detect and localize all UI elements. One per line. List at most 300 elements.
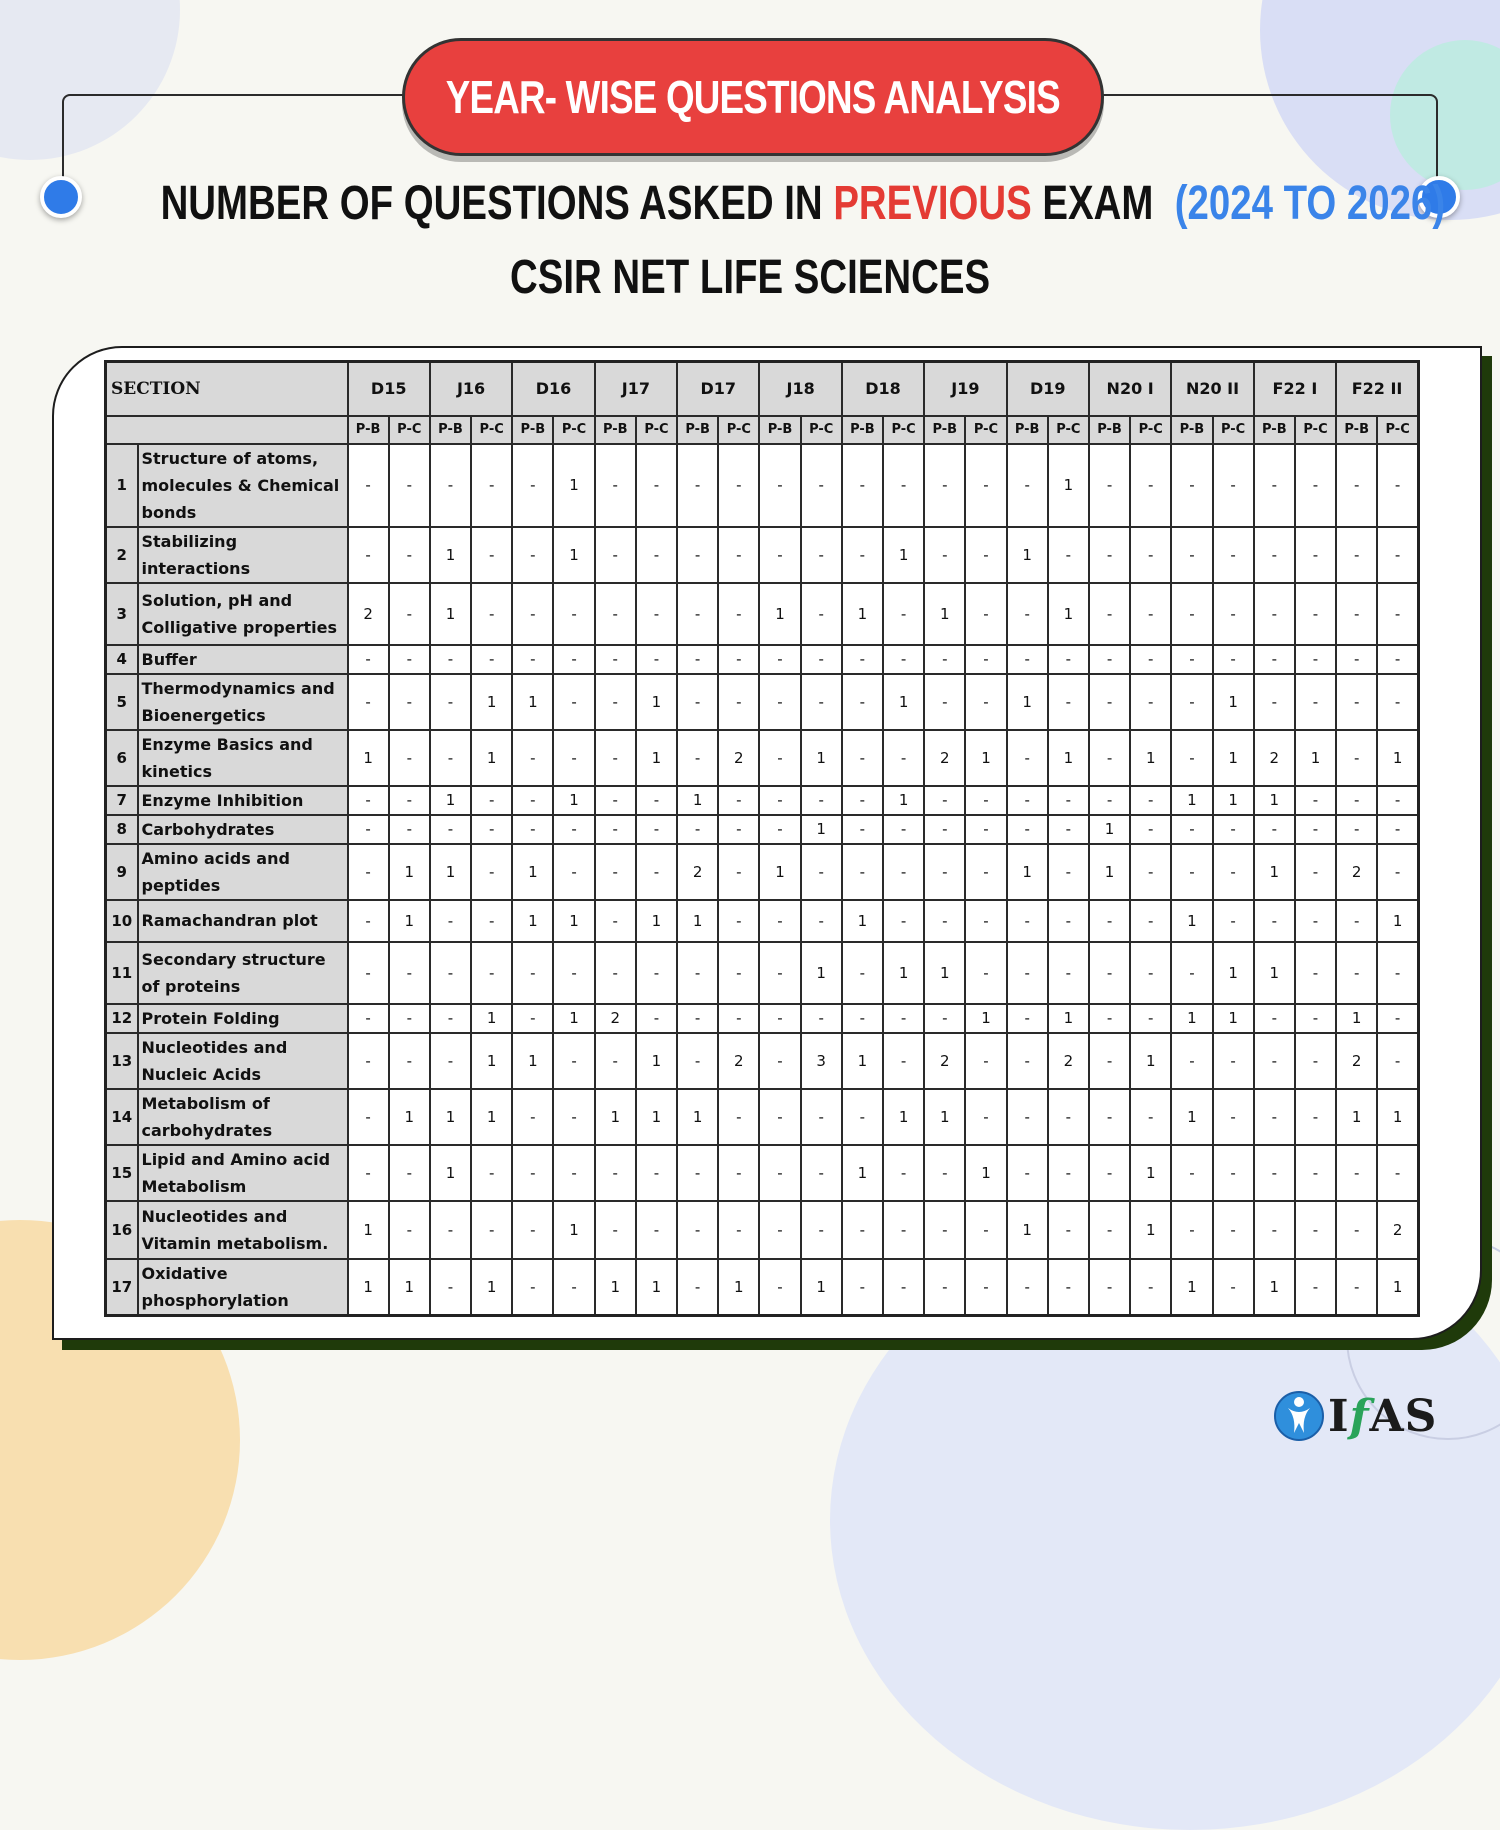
question-count-cell: - xyxy=(883,1004,924,1033)
question-count-cell: 1 xyxy=(1213,730,1254,786)
question-count-cell: - xyxy=(471,844,512,900)
question-count-cell: - xyxy=(430,645,471,674)
connector-line-left xyxy=(62,94,414,186)
question-count-cell: - xyxy=(1089,1033,1130,1089)
table-row xyxy=(106,1089,1419,1145)
section-name: Stabilizing interactions xyxy=(138,527,348,583)
question-count-cell: - xyxy=(677,645,718,674)
question-count-cell: - xyxy=(348,1089,389,1145)
question-count-cell: - xyxy=(1295,583,1336,645)
question-count-cell: - xyxy=(842,1089,883,1145)
question-count-cell: - xyxy=(718,674,759,730)
question-count-cell: 1 xyxy=(1213,1004,1254,1033)
question-count-cell: - xyxy=(1295,786,1336,815)
table-row xyxy=(106,645,1419,674)
question-count-cell: - xyxy=(1007,900,1048,942)
question-count-cell: - xyxy=(595,1201,636,1259)
question-count-cell: - xyxy=(924,900,965,942)
question-count-cell: 1 xyxy=(1377,730,1418,786)
question-count-cell: 1 xyxy=(348,1259,389,1316)
question-count-cell: - xyxy=(965,645,1006,674)
question-count-cell: - xyxy=(842,815,883,844)
question-count-cell: - xyxy=(1130,1089,1171,1145)
question-count-cell: 1 xyxy=(1377,1089,1418,1145)
table-row xyxy=(106,1033,1419,1089)
question-count-cell: - xyxy=(718,815,759,844)
question-count-cell: - xyxy=(348,645,389,674)
question-count-cell: - xyxy=(1213,645,1254,674)
question-count-cell: - xyxy=(553,844,594,900)
paper-subheader: P-B xyxy=(842,416,883,444)
question-count-cell: - xyxy=(1377,844,1418,900)
question-count-cell: - xyxy=(965,1089,1006,1145)
question-count-cell: - xyxy=(1295,1259,1336,1316)
question-count-cell: - xyxy=(1377,527,1418,583)
paper-subheader: P-C xyxy=(1048,416,1089,444)
question-count-cell: 2 xyxy=(718,1033,759,1089)
question-count-cell: - xyxy=(1089,1004,1130,1033)
question-count-cell: 1 xyxy=(1171,786,1212,815)
row-number: 3 xyxy=(106,583,138,645)
question-count-cell: - xyxy=(430,444,471,527)
question-count-cell: 2 xyxy=(924,1033,965,1089)
question-count-cell: 1 xyxy=(1130,1145,1171,1201)
question-count-cell: 1 xyxy=(389,1259,430,1316)
question-count-cell: - xyxy=(389,444,430,527)
question-count-cell: - xyxy=(801,583,842,645)
question-count-cell: 1 xyxy=(389,844,430,900)
question-count-cell: - xyxy=(677,674,718,730)
question-count-cell: - xyxy=(924,674,965,730)
question-count-cell: - xyxy=(1130,786,1171,815)
question-count-cell: 1 xyxy=(1377,1259,1418,1316)
question-count-cell: - xyxy=(1336,583,1377,645)
question-count-cell: 1 xyxy=(1130,730,1171,786)
row-number: 8 xyxy=(106,815,138,844)
question-count-cell: - xyxy=(759,1033,800,1089)
question-count-cell: 1 xyxy=(512,674,553,730)
question-count-cell: - xyxy=(1336,900,1377,942)
question-count-cell: 3 xyxy=(801,1033,842,1089)
paper-subheader: P-B xyxy=(348,416,389,444)
question-count-cell: - xyxy=(1089,786,1130,815)
paper-subheader: P-B xyxy=(595,416,636,444)
question-count-cell: - xyxy=(883,1201,924,1259)
question-count-cell: - xyxy=(1213,1145,1254,1201)
question-count-cell: - xyxy=(512,527,553,583)
question-count-cell: - xyxy=(1213,1089,1254,1145)
question-count-cell: - xyxy=(1130,527,1171,583)
question-count-cell: - xyxy=(512,1089,553,1145)
question-count-cell: - xyxy=(1336,645,1377,674)
question-count-cell: - xyxy=(801,1145,842,1201)
question-count-cell: - xyxy=(389,645,430,674)
question-count-cell: - xyxy=(1089,1089,1130,1145)
question-count-cell: 1 xyxy=(636,674,677,730)
ifas-logo xyxy=(1274,1388,1464,1444)
table-row xyxy=(106,1004,1419,1033)
question-count-cell: - xyxy=(471,583,512,645)
question-count-cell: - xyxy=(389,1145,430,1201)
section-name: Oxidative phosphorylation xyxy=(138,1259,348,1316)
question-count-cell: - xyxy=(1295,844,1336,900)
question-count-cell: - xyxy=(842,1259,883,1316)
question-count-cell: - xyxy=(759,1259,800,1316)
logo-text: IfAS xyxy=(1328,1390,1438,1442)
question-count-cell: - xyxy=(1007,1033,1048,1089)
question-count-cell: - xyxy=(883,583,924,645)
question-count-cell: 1 xyxy=(1130,1201,1171,1259)
banner xyxy=(402,38,1104,156)
question-count-cell: 1 xyxy=(512,844,553,900)
question-count-cell: - xyxy=(1377,645,1418,674)
question-count-cell: - xyxy=(553,1089,594,1145)
table-row xyxy=(106,527,1419,583)
question-count-cell: - xyxy=(595,674,636,730)
table-row xyxy=(106,1201,1419,1259)
question-count-cell: - xyxy=(348,1145,389,1201)
question-count-cell: - xyxy=(430,1033,471,1089)
question-count-cell: 1 xyxy=(883,786,924,815)
question-count-cell: - xyxy=(1089,942,1130,1004)
question-count-cell: 1 xyxy=(718,1259,759,1316)
paper-subheader: P-C xyxy=(553,416,594,444)
question-count-cell: - xyxy=(1171,1145,1212,1201)
section-name: Thermodynamics and Bioenergetics xyxy=(138,674,348,730)
question-count-cell: 1 xyxy=(595,1259,636,1316)
paper-subheader: P-B xyxy=(512,416,553,444)
question-count-cell: - xyxy=(801,1004,842,1033)
question-count-cell: 1 xyxy=(842,1145,883,1201)
paper-subheader: P-C xyxy=(1295,416,1336,444)
question-count-cell: - xyxy=(595,1033,636,1089)
question-count-cell: - xyxy=(924,1004,965,1033)
question-count-cell: - xyxy=(924,786,965,815)
question-count-cell: - xyxy=(1089,730,1130,786)
question-count-cell: - xyxy=(636,527,677,583)
question-count-cell: - xyxy=(1377,815,1418,844)
question-count-cell: - xyxy=(842,527,883,583)
question-count-cell: - xyxy=(1007,942,1048,1004)
section-name: Enzyme Basics and kinetics xyxy=(138,730,348,786)
question-count-cell: 1 xyxy=(965,730,1006,786)
question-count-cell: - xyxy=(1048,674,1089,730)
question-count-cell: - xyxy=(883,1259,924,1316)
question-count-cell: 2 xyxy=(1336,1033,1377,1089)
paper-subheader: P-C xyxy=(471,416,512,444)
question-count-cell: - xyxy=(1171,1201,1212,1259)
banner-title: YEAR- WISE QUESTIONS ANALYSIS xyxy=(445,71,1061,123)
question-count-cell: - xyxy=(389,942,430,1004)
question-count-cell: - xyxy=(553,815,594,844)
question-count-cell: - xyxy=(1048,527,1089,583)
question-count-cell: 1 xyxy=(553,527,594,583)
question-count-cell: - xyxy=(512,942,553,1004)
question-count-cell: - xyxy=(677,815,718,844)
question-count-cell: 1 xyxy=(1089,815,1130,844)
question-count-cell: 1 xyxy=(512,1033,553,1089)
paper-subheader: P-B xyxy=(1007,416,1048,444)
question-count-cell: - xyxy=(677,942,718,1004)
paper-subheader: P-B xyxy=(677,416,718,444)
question-count-cell: 1 xyxy=(965,1004,1006,1033)
question-count-cell: - xyxy=(1048,844,1089,900)
question-count-cell: - xyxy=(1007,815,1048,844)
headline-years: (2024 TO 2026) xyxy=(1174,177,1446,230)
question-count-cell: 1 xyxy=(1130,1033,1171,1089)
exam-header: J18 xyxy=(759,362,841,416)
question-count-cell: - xyxy=(1295,942,1336,1004)
question-count-cell: 1 xyxy=(512,900,553,942)
question-count-cell: - xyxy=(471,786,512,815)
row-number: 5 xyxy=(106,674,138,730)
row-number: 14 xyxy=(106,1089,138,1145)
question-count-cell: - xyxy=(759,645,800,674)
question-count-cell: 1 xyxy=(471,1033,512,1089)
question-count-cell: - xyxy=(1130,444,1171,527)
question-count-cell: 2 xyxy=(348,583,389,645)
question-count-cell: - xyxy=(1213,583,1254,645)
question-count-cell: 1 xyxy=(1007,1201,1048,1259)
question-count-cell: - xyxy=(1213,444,1254,527)
question-count-cell: - xyxy=(595,645,636,674)
question-count-cell: - xyxy=(1130,645,1171,674)
question-count-cell: - xyxy=(1089,674,1130,730)
question-count-cell: - xyxy=(348,1004,389,1033)
question-count-cell: 1 xyxy=(1213,786,1254,815)
row-number: 1 xyxy=(106,444,138,527)
question-count-cell: 1 xyxy=(553,444,594,527)
row-number: 17 xyxy=(106,1259,138,1316)
question-count-cell: - xyxy=(718,645,759,674)
question-count-cell: 1 xyxy=(842,1033,883,1089)
question-count-cell: - xyxy=(553,583,594,645)
question-count-cell: - xyxy=(389,583,430,645)
question-count-cell: - xyxy=(1295,645,1336,674)
question-count-cell: - xyxy=(553,1145,594,1201)
question-count-cell: - xyxy=(595,730,636,786)
question-count-cell: - xyxy=(1254,1201,1295,1259)
question-count-cell: - xyxy=(512,645,553,674)
question-count-cell: - xyxy=(677,583,718,645)
question-count-cell: - xyxy=(595,815,636,844)
question-count-cell: - xyxy=(759,900,800,942)
paper-subheader: P-C xyxy=(636,416,677,444)
question-count-cell: 1 xyxy=(1007,674,1048,730)
question-count-cell: - xyxy=(924,645,965,674)
question-count-cell: 1 xyxy=(471,1004,512,1033)
question-count-cell: - xyxy=(389,1004,430,1033)
question-count-cell: - xyxy=(1130,1259,1171,1316)
paper-subheader: P-C xyxy=(1213,416,1254,444)
question-count-cell: - xyxy=(965,444,1006,527)
question-count-cell: - xyxy=(1213,1033,1254,1089)
question-count-cell: - xyxy=(759,786,800,815)
question-count-cell: - xyxy=(1377,786,1418,815)
section-name: Carbohydrates xyxy=(138,815,348,844)
paper-subheader: P-C xyxy=(965,416,1006,444)
question-count-cell: - xyxy=(553,645,594,674)
question-count-cell: 1 xyxy=(1254,942,1295,1004)
question-count-cell: - xyxy=(1089,527,1130,583)
question-count-cell: - xyxy=(801,444,842,527)
section-name: Enzyme Inhibition xyxy=(138,786,348,815)
exam-header: D15 xyxy=(348,362,430,416)
question-count-cell: - xyxy=(924,815,965,844)
question-count-cell: - xyxy=(1130,583,1171,645)
question-count-cell: 1 xyxy=(1254,844,1295,900)
question-count-cell: 1 xyxy=(430,844,471,900)
question-count-cell: - xyxy=(512,444,553,527)
question-count-cell: - xyxy=(595,1145,636,1201)
connector-line-right xyxy=(1086,94,1438,186)
question-count-cell: - xyxy=(348,786,389,815)
row-number: 16 xyxy=(106,1201,138,1259)
question-count-cell: - xyxy=(842,1004,883,1033)
question-count-cell: - xyxy=(718,527,759,583)
paper-subheader: P-C xyxy=(801,416,842,444)
question-count-cell: - xyxy=(1130,815,1171,844)
question-count-cell: 1 xyxy=(471,1089,512,1145)
question-count-cell: - xyxy=(512,1259,553,1316)
question-count-cell: - xyxy=(348,444,389,527)
row-number: 10 xyxy=(106,900,138,942)
question-count-cell: 1 xyxy=(883,942,924,1004)
question-count-cell: - xyxy=(1336,942,1377,1004)
question-count-cell: - xyxy=(1007,786,1048,815)
question-count-cell: 1 xyxy=(924,583,965,645)
question-count-cell: - xyxy=(1048,645,1089,674)
question-count-cell: 2 xyxy=(1254,730,1295,786)
question-count-cell: - xyxy=(1048,815,1089,844)
question-count-cell: 1 xyxy=(1336,1004,1377,1033)
question-count-cell: 1 xyxy=(883,1089,924,1145)
section-header: SECTION xyxy=(106,362,348,416)
question-count-cell: - xyxy=(842,674,883,730)
question-count-cell: - xyxy=(430,1004,471,1033)
question-count-cell: - xyxy=(1171,527,1212,583)
exam-header: D19 xyxy=(1007,362,1089,416)
question-count-cell: - xyxy=(471,1145,512,1201)
table-row xyxy=(106,786,1419,815)
question-count-cell: - xyxy=(389,1033,430,1089)
question-count-cell: - xyxy=(1336,674,1377,730)
question-count-cell: - xyxy=(389,527,430,583)
question-count-cell: - xyxy=(348,674,389,730)
question-count-cell: - xyxy=(677,730,718,786)
question-count-cell: - xyxy=(1377,1004,1418,1033)
question-count-cell: - xyxy=(759,674,800,730)
question-count-cell: - xyxy=(801,527,842,583)
row-number: 13 xyxy=(106,1033,138,1089)
exam-header: D16 xyxy=(512,362,594,416)
question-count-cell: - xyxy=(1089,444,1130,527)
question-count-cell: - xyxy=(636,1145,677,1201)
question-count-cell: - xyxy=(1295,1004,1336,1033)
table-row xyxy=(106,942,1419,1004)
question-count-cell: - xyxy=(471,645,512,674)
question-count-cell: - xyxy=(512,1145,553,1201)
question-count-cell: - xyxy=(1254,900,1295,942)
question-count-cell: 1 xyxy=(1377,900,1418,942)
question-count-cell: - xyxy=(595,900,636,942)
question-count-cell: 1 xyxy=(553,1004,594,1033)
question-count-cell: - xyxy=(1007,730,1048,786)
question-count-cell: - xyxy=(718,786,759,815)
question-count-cell: 1 xyxy=(471,730,512,786)
question-count-cell: - xyxy=(636,1004,677,1033)
question-count-cell: - xyxy=(924,1201,965,1259)
question-count-cell: 1 xyxy=(924,942,965,1004)
question-count-cell: - xyxy=(1048,786,1089,815)
question-count-cell: - xyxy=(553,942,594,1004)
question-count-cell: - xyxy=(430,900,471,942)
question-count-cell: - xyxy=(471,527,512,583)
section-name: Secondary structure of proteins xyxy=(138,942,348,1004)
question-count-cell: - xyxy=(801,1201,842,1259)
question-count-cell: - xyxy=(348,815,389,844)
question-count-cell: - xyxy=(348,844,389,900)
table-row xyxy=(106,674,1419,730)
question-count-cell: 1 xyxy=(1048,730,1089,786)
question-count-cell: 1 xyxy=(553,786,594,815)
question-count-cell: - xyxy=(553,730,594,786)
question-count-cell: - xyxy=(924,444,965,527)
question-count-cell: - xyxy=(1089,583,1130,645)
question-count-cell: 1 xyxy=(595,1089,636,1145)
question-count-cell: 1 xyxy=(1254,1259,1295,1316)
paper-subheader: P-C xyxy=(1130,416,1171,444)
question-count-cell: - xyxy=(348,527,389,583)
question-count-cell: - xyxy=(759,1201,800,1259)
question-count-cell: - xyxy=(1007,583,1048,645)
question-count-cell: - xyxy=(1336,786,1377,815)
table-row xyxy=(106,815,1419,844)
question-count-cell: - xyxy=(1048,1259,1089,1316)
question-count-cell: 2 xyxy=(677,844,718,900)
question-count-cell: 1 xyxy=(553,1201,594,1259)
question-count-cell: - xyxy=(1377,1145,1418,1201)
question-count-cell: - xyxy=(1295,1201,1336,1259)
exam-header: D18 xyxy=(842,362,924,416)
question-count-cell: - xyxy=(1213,815,1254,844)
question-count-cell: - xyxy=(965,900,1006,942)
paper-subheader: P-B xyxy=(430,416,471,444)
question-count-cell: - xyxy=(1048,942,1089,1004)
question-count-cell: - xyxy=(512,1201,553,1259)
section-name: Protein Folding xyxy=(138,1004,348,1033)
row-number: 6 xyxy=(106,730,138,786)
question-count-cell: - xyxy=(1130,1004,1171,1033)
question-count-cell: - xyxy=(801,786,842,815)
exam-header: N20 I xyxy=(1089,362,1171,416)
question-count-cell: - xyxy=(1254,1004,1295,1033)
question-count-cell: - xyxy=(553,1033,594,1089)
question-count-cell: - xyxy=(512,815,553,844)
question-count-cell: - xyxy=(759,1145,800,1201)
exam-header: J17 xyxy=(595,362,677,416)
question-count-cell: 1 xyxy=(636,730,677,786)
question-count-cell: 1 xyxy=(842,900,883,942)
exam-header: J19 xyxy=(924,362,1006,416)
question-count-cell: - xyxy=(1254,674,1295,730)
question-count-cell: 2 xyxy=(595,1004,636,1033)
question-count-cell: 2 xyxy=(1377,1201,1418,1259)
subheader-blank xyxy=(106,416,348,444)
question-count-cell: - xyxy=(718,1145,759,1201)
question-count-cell: 1 xyxy=(1213,674,1254,730)
question-count-cell: - xyxy=(1295,444,1336,527)
